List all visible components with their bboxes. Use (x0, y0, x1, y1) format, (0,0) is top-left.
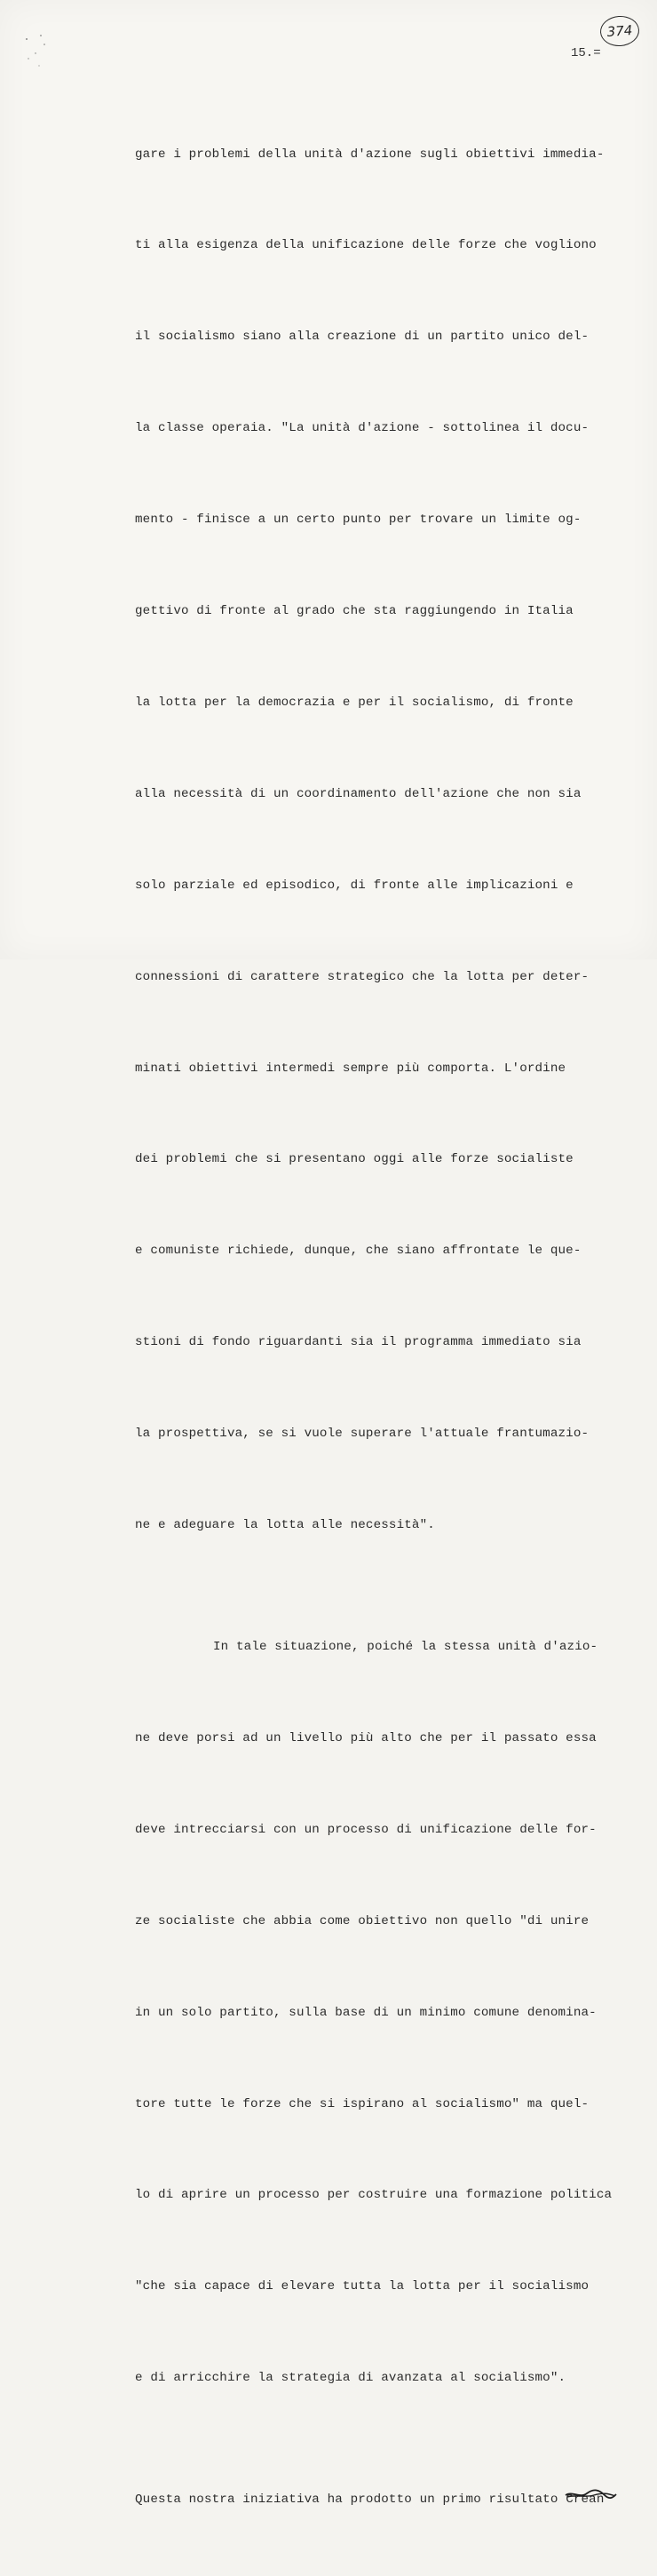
text-line: alla necessità di un coordinamento dell'azione che non sia (135, 786, 582, 801)
text-line: dei problemi che si presentano oggi alle forze socialiste (135, 1152, 574, 1167)
text-line: ne deve porsi ad un livello più alto che per il passato essa (135, 1731, 597, 1746)
text-line: solo parziale ed episodico, di fronte alle implicazioni e (135, 878, 574, 893)
struck-word-text: Crean (566, 2493, 605, 2508)
typed-text-body (135, 78, 632, 2576)
text-line: "che sia capace di elevare tutta la lotta per il socialismo (135, 2279, 590, 2294)
text-line: ne e adeguare la lotta alle necessità". (135, 1517, 435, 1532)
text-line-last (135, 2485, 632, 2515)
text-line: il socialismo siano alla creazione di un partito unico del- (135, 330, 590, 345)
text-line: connessioni di carattere strategico che la lotta per deter- (135, 969, 590, 984)
text-line: in un solo partito, sulla base di un minimo comune denomina- (135, 2005, 597, 2020)
handwritten-page-mark: 374 (599, 15, 640, 48)
text-line: ti alla esigenza della unificazione delle forze che vogliono (135, 238, 597, 253)
text-line: tore tutte le forze che si ispirano al socialismo" ma quel- (135, 2096, 590, 2111)
text-line: ze socialiste che abbia come obiettivo non quello "di unire (135, 1913, 590, 1928)
text-line: mento - finisce a un certo punto per trovare un limite og- (135, 513, 582, 528)
text-line: gare i problemi della unità d'azione sugli obiettivi immedia- (135, 147, 605, 162)
text-line: e di arricchire la strategia di avanzata al socialismo". (135, 2371, 566, 2386)
text-line: la lotta per la democrazia e per il socialismo, di fronte (135, 695, 574, 710)
text-line: gettivo di fronte al grado che sta raggiungendo in Italia (135, 604, 574, 619)
strikethrough-scribble (564, 2487, 617, 2501)
text-line: minati obiettivi intermedi sempre più comporta. L'ordine (135, 1061, 566, 1076)
text-line: la prospettiva, se si vuole superare l'attuale frantumazio- (135, 1427, 590, 1442)
text-line: deve intrecciarsi con un processo di unificazione delle for- (135, 1822, 597, 1837)
text-line: la classe operaia. "La unità d'azione - sottolinea il docu- (135, 421, 590, 436)
text-line: stioni di fondo riguardanti sia il programma immediato sia (135, 1335, 582, 1350)
text-line-paragraph-start: In tale situazione, poiché la stessa unità d'azio- (213, 1640, 598, 1655)
text-line: lo di aprire un processo per costruire una formazione politica (135, 2188, 613, 2203)
text-line: e comuniste richiede, dunque, che siano affrontate le que- (135, 1244, 582, 1259)
struck-out-word (566, 2485, 604, 2515)
last-line-text: Questa nostra iniziativa ha prodotto un primo risultato (135, 2493, 558, 2508)
paper-specks (23, 32, 50, 71)
page-number: 15.= (571, 46, 601, 60)
